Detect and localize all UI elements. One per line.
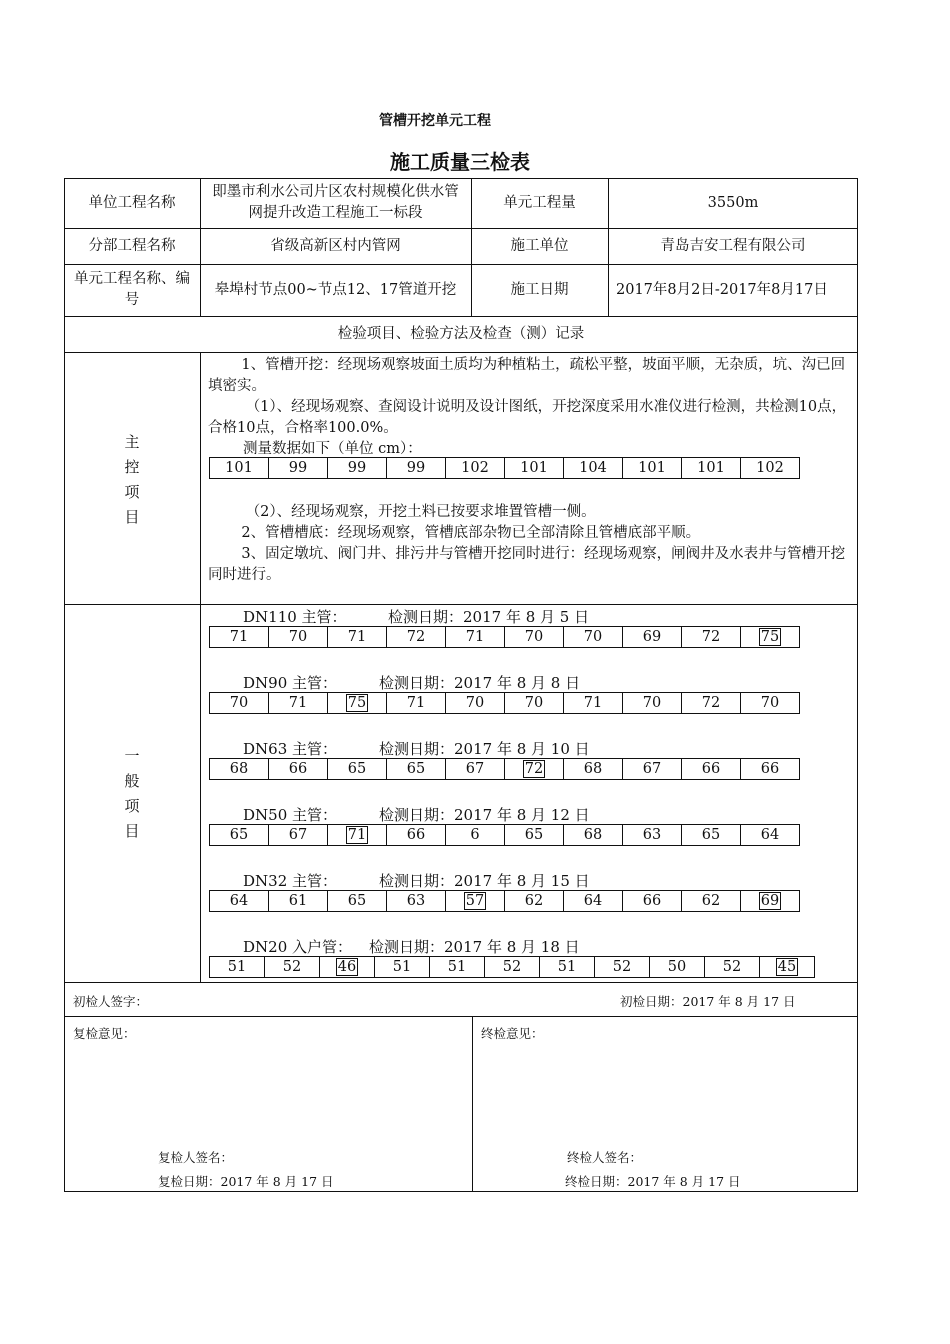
division-value: 省级高新区村内管网: [270, 237, 401, 254]
measurement-value: 51: [447, 959, 467, 975]
final-date: 终检日期：2017 年 8 月 17 日: [565, 1174, 741, 1189]
unit-project-value: 即墨市利水公司片区农村规模化供水管网提升改造工程施工一标段: [212, 184, 459, 221]
measurement-value: 65: [524, 827, 544, 843]
measurement-cell: 101: [682, 458, 741, 479]
measurement-table: [209, 758, 800, 780]
measurement-cell: [505, 693, 564, 714]
measurement-value: 75: [347, 695, 367, 711]
measurement-cell: 99: [387, 458, 446, 479]
final-sign-label: 终检人签名：: [567, 1150, 643, 1165]
main-item-2: 2、管槽槽底：经现场观察，管槽底部杂物已全部清除且管槽底部平顺。: [241, 525, 701, 541]
measurement-value: 70: [524, 629, 544, 645]
measurement-cell: [741, 891, 800, 912]
measurement-cell: 101: [505, 458, 564, 479]
check-date-prefix: 检测日期：: [388, 608, 464, 626]
measurement-value: 51: [392, 959, 412, 975]
measurement-cell: [485, 957, 540, 978]
recheck-opinion-label: 复检意见：: [73, 1026, 136, 1041]
final-opinion-label: 终检意见：: [481, 1026, 544, 1041]
measurement-value: 65: [347, 761, 367, 777]
measurement-value: 45: [777, 959, 797, 975]
measurement-table: [209, 692, 800, 714]
measurement-value: 68: [583, 761, 603, 777]
measurement-value: 52: [282, 959, 302, 975]
check-date: 2017 年 8 月 10 日: [454, 740, 590, 758]
measurement-value: 65: [229, 827, 249, 843]
measurement-table: [209, 626, 800, 648]
measurement-cell: [682, 759, 741, 780]
measurement-cell: [446, 759, 505, 780]
measurement-value: 46: [337, 959, 357, 975]
measurement-cell: [269, 759, 328, 780]
measurement-table: [209, 824, 800, 846]
measurement-value: 52: [502, 959, 522, 975]
measurement-cell: [623, 759, 682, 780]
measurement-value: 70: [642, 695, 662, 711]
main-item-1-1: （1）、经现场观察、查阅设计说明及设计图纸，开挖深度采用水准仪进行检测，共检测10点，合格10点，合格率100.0%。: [208, 399, 847, 436]
measurement-cell: [210, 891, 269, 912]
measurement-cell: [682, 693, 741, 714]
measurement-cell: [505, 891, 564, 912]
check-date: 2017 年 8 月 12 日: [454, 806, 590, 824]
measurement-cell: 101: [623, 458, 682, 479]
main-item-1: 1、管槽开挖：经现场观察坡面土质均为种植粘土，疏松平整，坡面平顺，无杂质，坑、沟已回填密实。: [208, 357, 846, 394]
inspection-section-title: 检验项目、检验方法及检查（测）记录: [337, 325, 585, 342]
measurement-cell: [741, 825, 800, 846]
measurement-cell: [328, 825, 387, 846]
measurement-value: 66: [701, 761, 721, 777]
construction-date-value: 2017年8月2日-2017年8月17日: [616, 281, 828, 298]
measurement-cell: [387, 891, 446, 912]
measurement-value: 69: [760, 893, 780, 909]
check-date-prefix: 检测日期：: [369, 938, 445, 956]
document-subtitle: 管槽开挖单元工程: [379, 113, 491, 129]
measurement-value: 51: [227, 959, 247, 975]
measurement-value: 68: [583, 827, 603, 843]
pipe-name: DN32 主管：: [243, 872, 338, 890]
first-inspector-sign-label: 初检人签字：: [73, 994, 149, 1009]
measurement-value: 75: [760, 629, 780, 645]
measurement-cell: 99: [328, 458, 387, 479]
measurement-value: 67: [642, 761, 662, 777]
pipe-group-header: [243, 672, 580, 693]
measurement-cell: [269, 693, 328, 714]
measurement-value: 64: [760, 827, 780, 843]
measurement-cell: [623, 891, 682, 912]
measurement-cell: [430, 957, 485, 978]
measurement-value: 65: [701, 827, 721, 843]
measurement-cell: [210, 759, 269, 780]
check-date: 2017 年 8 月 18 日: [444, 938, 580, 956]
measurement-cell: 101: [210, 458, 269, 479]
check-date: 2017 年 8 月 5 日: [463, 608, 590, 626]
measurement-value: 72: [701, 629, 721, 645]
measurement-value: 71: [288, 695, 308, 711]
check-date-prefix: 检测日期：: [379, 740, 455, 758]
first-inspection-date: 初检日期：2017 年 8 月 17 日: [620, 994, 796, 1009]
measurement-value: 67: [288, 827, 308, 843]
measure-label: 测量数据如下（单位 cm）：: [243, 441, 422, 457]
measurement-cell: [328, 693, 387, 714]
measurement-value: 70: [760, 695, 780, 711]
measurement-cell: [269, 627, 328, 648]
measurement-value: 62: [524, 893, 544, 909]
rule: [64, 1016, 858, 1017]
measurement-value: 62: [701, 893, 721, 909]
measurement-cell: [564, 627, 623, 648]
measurement-value: 71: [465, 629, 485, 645]
pipe-group-header: [243, 738, 590, 759]
recheck-date: 复检日期：2017 年 8 月 17 日: [158, 1174, 334, 1189]
measurement-cell: [210, 957, 265, 978]
measurement-value: 52: [722, 959, 742, 975]
measurement-cell: 102: [446, 458, 505, 479]
measurement-value: 70: [288, 629, 308, 645]
measurement-cell: [387, 693, 446, 714]
main-items-label: 主 控 项 目: [124, 433, 140, 526]
measurement-cell: [387, 627, 446, 648]
pipe-name: DN50 主管：: [243, 806, 338, 824]
measurement-value: 64: [583, 893, 603, 909]
measurement-cell: [328, 759, 387, 780]
measurement-cell: [210, 825, 269, 846]
measurement-cell: [564, 891, 623, 912]
unit-quantity-label: 单元工程量: [503, 194, 576, 211]
measurement-value: 67: [465, 761, 485, 777]
measurement-value: 66: [406, 827, 426, 843]
measurement-cell: [682, 891, 741, 912]
measurement-table: [209, 956, 815, 978]
measurement-cell: [320, 957, 375, 978]
measurement-value: 63: [642, 827, 662, 843]
measurement-value: 70: [465, 695, 485, 711]
measurement-value: 70: [229, 695, 249, 711]
check-date-prefix: 检测日期：: [379, 674, 455, 692]
measurement-table: [209, 890, 800, 912]
contractor-label: 施工单位: [510, 237, 569, 254]
measurement-value: 71: [347, 629, 367, 645]
pipe-name: DN63 主管：: [243, 740, 338, 758]
recheck-sign-label: 复检人签名：: [158, 1150, 234, 1165]
measurement-cell: [540, 957, 595, 978]
measurement-value: 52: [612, 959, 632, 975]
measurement-value: 71: [229, 629, 249, 645]
measurement-value: 70: [524, 695, 544, 711]
measurement-value: 66: [288, 761, 308, 777]
measurement-value: 72: [524, 761, 544, 777]
measurement-value: 68: [229, 761, 249, 777]
unit-name-value: 皋埠村节点00~节点12、17管道开挖: [214, 281, 457, 298]
measurement-value: 6: [470, 827, 480, 843]
measurement-cell: [705, 957, 760, 978]
measurement-cell: 99: [269, 458, 328, 479]
unit-quantity-value: 3550m: [707, 194, 759, 211]
measurement-cell: [741, 627, 800, 648]
measurement-value: 65: [347, 893, 367, 909]
measurement-cell: [682, 825, 741, 846]
measurement-value: 63: [406, 893, 426, 909]
measurement-value: 71: [583, 695, 603, 711]
pipe-group-header: [243, 606, 589, 627]
measurement-cell: [446, 693, 505, 714]
measurement-cell: [564, 825, 623, 846]
document-title: 施工质量三检表: [390, 150, 530, 174]
measurement-value: 50: [667, 959, 687, 975]
measurement-cell: [446, 627, 505, 648]
measurement-cell: [760, 957, 815, 978]
measurement-cell: [505, 627, 564, 648]
check-date-prefix: 检测日期：: [379, 872, 455, 890]
measurement-cell: [505, 759, 564, 780]
construction-date-label: 施工日期: [510, 281, 569, 298]
measurement-cell: [623, 825, 682, 846]
measurement-cell: 104: [564, 458, 623, 479]
unit-project-label: 单位工程名称: [88, 194, 176, 211]
rule: [64, 982, 858, 983]
contractor-value: 青岛吉安工程有限公司: [660, 237, 806, 254]
check-date: 2017 年 8 月 8 日: [454, 674, 581, 692]
measurement-cell: [564, 693, 623, 714]
pipe-name: DN110 主管：: [243, 608, 347, 626]
measurement-cell: [623, 627, 682, 648]
measurement-cell: [446, 891, 505, 912]
measurement-cell: [265, 957, 320, 978]
rule: [64, 604, 858, 605]
measurement-cell: [269, 891, 328, 912]
measurement-cell: [741, 759, 800, 780]
pipe-group-header: [243, 804, 590, 825]
measurement-value: 64: [229, 893, 249, 909]
measurement-cell: [375, 957, 430, 978]
pipe-group-header: [243, 870, 590, 891]
measurement-cell: [328, 891, 387, 912]
measurement-cell: [210, 627, 269, 648]
measurement-cell: [564, 759, 623, 780]
main-item-1-2: （2）、经现场观察，开挖土料已按要求堆置管槽一侧。: [245, 504, 596, 520]
measurement-cell: [387, 759, 446, 780]
measurement-cell: [623, 693, 682, 714]
measurement-value: 57: [465, 893, 485, 909]
pipe-group-header: [243, 936, 580, 957]
unit-name-label: 单元工程名称、编号: [74, 271, 190, 308]
check-date: 2017 年 8 月 15 日: [454, 872, 590, 890]
measurement-value: 71: [406, 695, 426, 711]
measurement-value: 70: [583, 629, 603, 645]
measurement-cell: [741, 693, 800, 714]
pipe-name: DN20 入户管：: [243, 938, 353, 956]
rule: [64, 352, 858, 353]
measurement-cell: [682, 627, 741, 648]
rule: [200, 352, 201, 982]
measurement-value: 71: [347, 827, 367, 843]
check-date-prefix: 检测日期：: [379, 806, 455, 824]
measurement-value: 51: [557, 959, 577, 975]
measurement-cell: 102: [741, 458, 800, 479]
rule: [472, 1016, 473, 1192]
measurement-cell: [595, 957, 650, 978]
measurement-cell: [269, 825, 328, 846]
measurement-cell: [387, 825, 446, 846]
general-items-label: 一 般 项 目: [124, 747, 140, 840]
measurement-cell: [328, 627, 387, 648]
pipe-name: DN90 主管：: [243, 674, 338, 692]
measurement-cell: [650, 957, 705, 978]
measurement-cell: [505, 825, 564, 846]
division-label: 分部工程名称: [88, 237, 176, 254]
measurement-value: 61: [288, 893, 308, 909]
measurement-cell: [210, 693, 269, 714]
measurement-cell: [446, 825, 505, 846]
main-item-3: 3、固定墩坑、阀门井、排污井与管槽开挖同时进行：经现场观察，闸阀井及水表井与管槽开挖同时进行。: [208, 546, 846, 583]
measurement-value: 66: [760, 761, 780, 777]
measurement-value: 66: [642, 893, 662, 909]
measurement-value: 69: [642, 629, 662, 645]
measurement-value: 72: [406, 629, 426, 645]
measurement-value: 65: [406, 761, 426, 777]
measurement-value: 72: [701, 695, 721, 711]
measurement-table: [209, 457, 800, 479]
